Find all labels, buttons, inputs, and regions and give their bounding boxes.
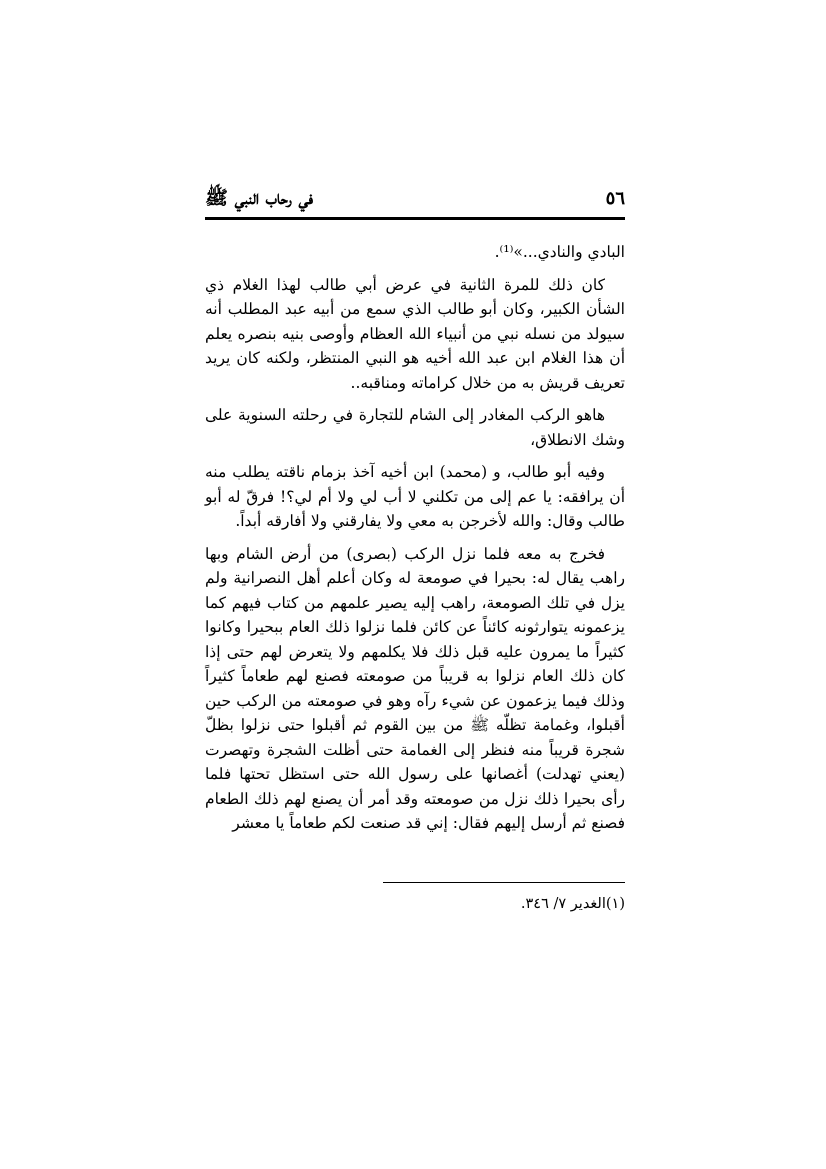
paragraph-2: كان ذلك للمرة الثانية في عرض أبي طالب لهذا الغلام ذي الشأن الكبير، وكان أبو طالب الذي سمع من أبيه عبد المطلب أنه سيولد من نسله نبي من أنبياء الله العظام وأوصى بنيه بنصره يعلم أن هذا الغلام ابن عبد الله أخيه هو النبي المنتظر، ولكنه كان يريد تعريف قريش به من خلال كراماته ومناقبه.. (205, 275, 625, 392)
footnote-rule (383, 882, 625, 883)
paragraph-5: فخرج به معه فلما نزل الركب (بصرى) من أرض الشام وبها راهب يقال له: بحيرا في صومعة له وكان أعلم أهل النصرانية ولم يزل في تلك الصومعة، راهب إليه يصير علمهم من كتاب فيهم كما يزعمونه يتوارثونه كائناً عن كائن فلما نزلوا ذلك العام ببحيرا وكانوا كثيراً ما يمرون عليه قبل ذلك فلا يكلمهم ولا يتعرض لهم حتى إذا كان ذلك العام نزلوا به قريباً من صومعته فصنع لهم طعاماً كثيراً وذلك فيما يزعمون عن شيء رآه وهو في صومعته من الركب حين أقبلوا، وغمامة تظلّه ﷺ من بين القوم ثم أقبلوا حتى نزلوا بظلّ شجرة قريباً منه فنظر إلى الغمامة حتى أظلت الشجرة وتهصرت (يعني تهدلت) أغصانها على رسول الله حتى استظل تحتها فلما رأى بحيرا ذلك نزل من صومعته وقد أمر أن يصنع لهم ذلك الطعام فصنع ثم أرسل إليهم فقال: إني قد صنعت لكم طعاماً يا معشر (205, 544, 625, 832)
paragraph-1: البادي والنادي...»⁽¹⁾. (494, 243, 625, 261)
page-number: ٥٦ (605, 188, 625, 209)
running-title: في رحاب النبي ﷺ (205, 187, 313, 209)
footnote: (١)الغدير ٧/ ٣٤٦. (520, 896, 625, 912)
header-rule (205, 217, 625, 220)
body-text (205, 240, 625, 836)
paragraph-3: هاهو الركب المغادر إلى الشام للتجارة في رحلته السنوية على وشك الانطلاق، (205, 406, 625, 449)
page-header (205, 182, 625, 216)
paragraph-4: وفيه أبو طالب، و (محمد) ابن أخيه آخذ بزمام ناقته يطلب منه أن يرافقه: يا عم إلى من تكلني لا أب لي ولا أم لي؟! فرقّ له أبو طالب وقال: والله لأخرجن به معي ولا يفارقني ولا أفارقه أبداً. (205, 463, 625, 530)
